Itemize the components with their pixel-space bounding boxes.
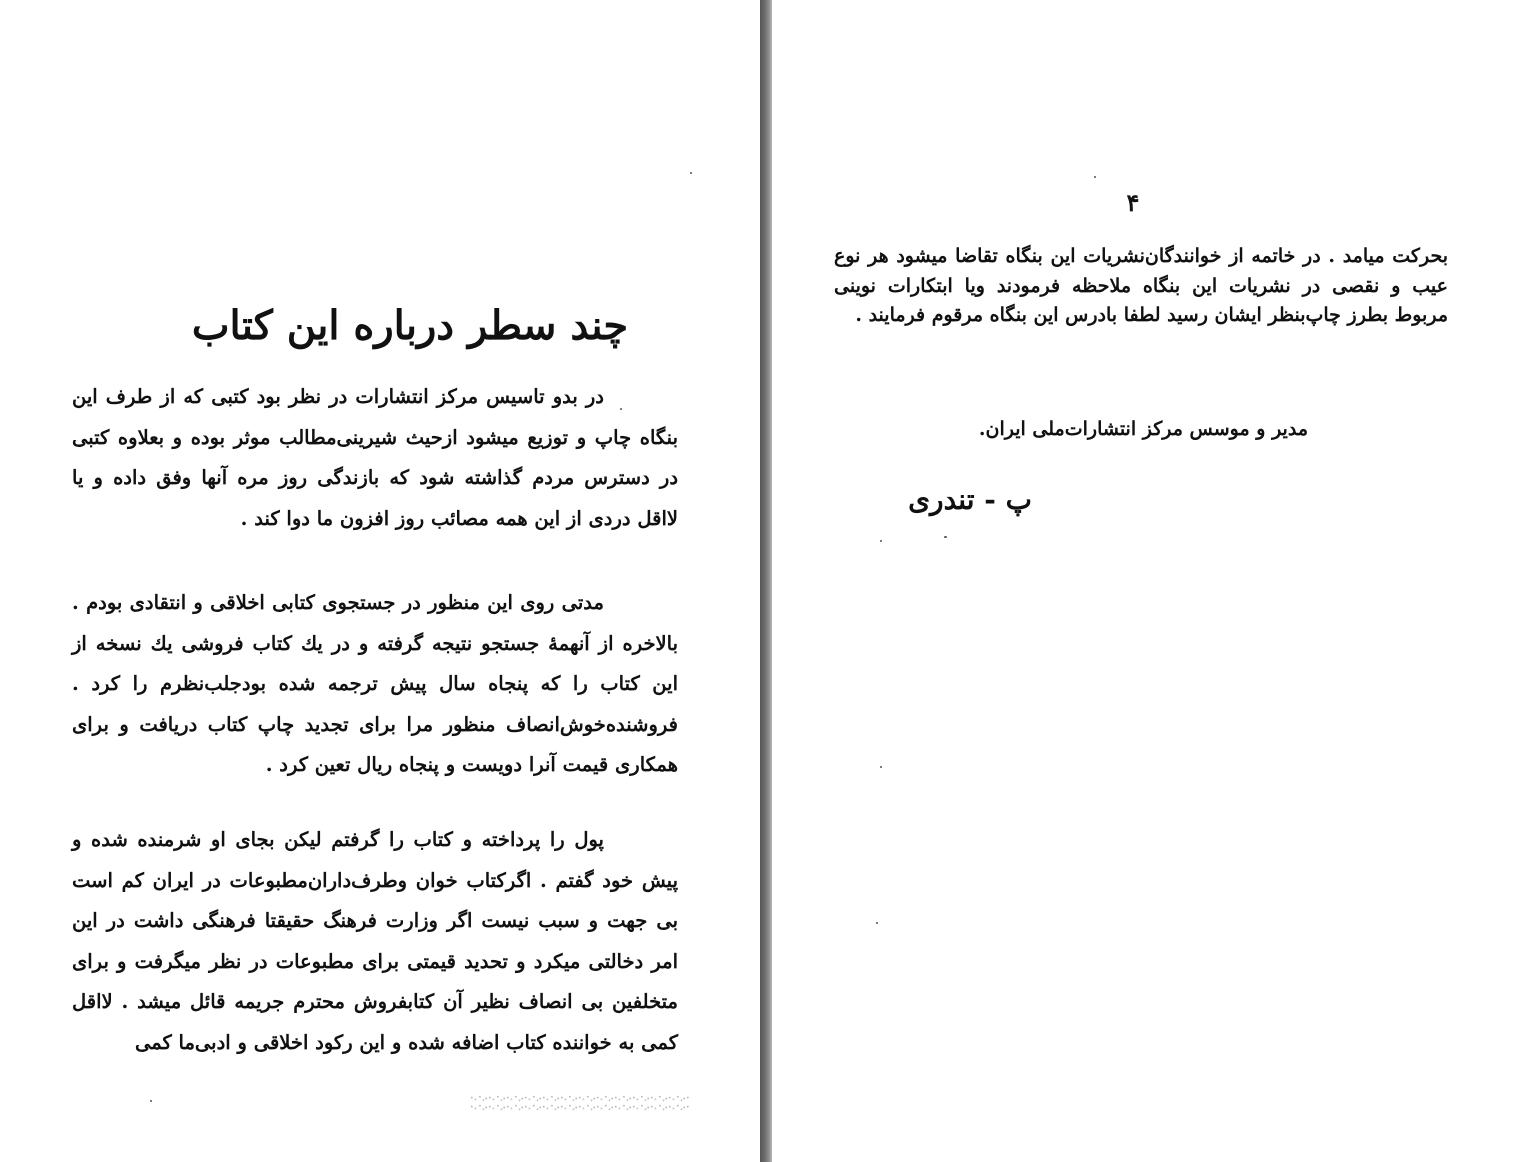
paragraph-text: پول را پرداخته و کتاب را گرفتم لیکن بجای او شرمنده شده و پیش خود گفتم . اگرکتاب خوان وطرف‌داران‌مطبوعات در ایران کم است بی جهت و سبب نیست اگر وزارت فرهنگ حقیقتا فرهنگی داشت در این امر دخالتی میکرد و تحدید قیمتی برای مطبوعات در نظر میگرفت و برای متخلفین بی انصاف نظیر آن کتابفروش محترم جریمه قائل میشد . لااقل کمی به خواننده کتاب اضافه شده و این رکود اخلاقی و ادبی‌ما کمی [72,828,678,1054]
paragraph-text: در بدو تاسیس مرکز انتشارات در نظر بود کتبی که از طرف این بنگاه چاپ و توزیع میشود ازحیث شیرینی‌مطالب موثر بوده و بعلاوه کتبی در دسترس مردم گذاشته شود که بازندگی روز مره آنها وفق داده و یا لااقل دردی از این همه مصائب روز افزون ما دوا کند . [72,385,678,530]
right-page [772,0,1534,1162]
scan-speck [876,922,878,924]
scan-speck [880,766,882,768]
scan-speck [1094,176,1096,178]
body-paragraph-3 [72,820,678,1064]
scan-speck [944,536,947,538]
left-page [0,0,760,1162]
paragraph-text: مدتی روی این منظور در جستجوی کتابی اخلاقی و انتقادی بودم . بالاخره از آنهمهٔ جستجو نتیجه گرفته و در یك کتاب فروشی یك نسخه از این کتاب را که پنجاه سال پیش ترجمه شده بودجلب‌نظرم را کرد . فروشنده‌خوش‌انصاف منظور مرا برای تجدید چاپ کتاب دریافت و برای همکاری قیمت آنرا دویست و پنجاه ریال تعین کرد . [72,591,678,777]
book-gutter [760,0,772,1162]
closing-paragraph: بحرکت میامد . در خاتمه از خوانندگان‌نشریات این بنگاه تقاضا میشود هر نوع عیب و نقصی در نشریات این بنگاه ملاحظه فرمودند ویا ابتکارات نوینی مربوط بطرز چاپ‌بنظر ایشان رسید لطفا بادرس این بنگاه مرقوم فرمایند . [834,245,1448,326]
scan-speck [690,172,692,174]
body-paragraph-2 [72,583,678,786]
body-paragraph-1 [72,377,678,539]
scan-speck [880,540,882,542]
chapter-title: چند سطر درباره این کتاب [191,302,629,349]
scan-noise [470,1094,690,1112]
scan-speck [150,1100,152,1102]
signature-line: مدیر و موسس مرکز انتشارات‌ملی ایران. [978,418,1308,440]
scan-speck [620,408,622,410]
author-name: پ - تندری [908,483,1032,516]
page-number: ۴ [1126,188,1140,217]
